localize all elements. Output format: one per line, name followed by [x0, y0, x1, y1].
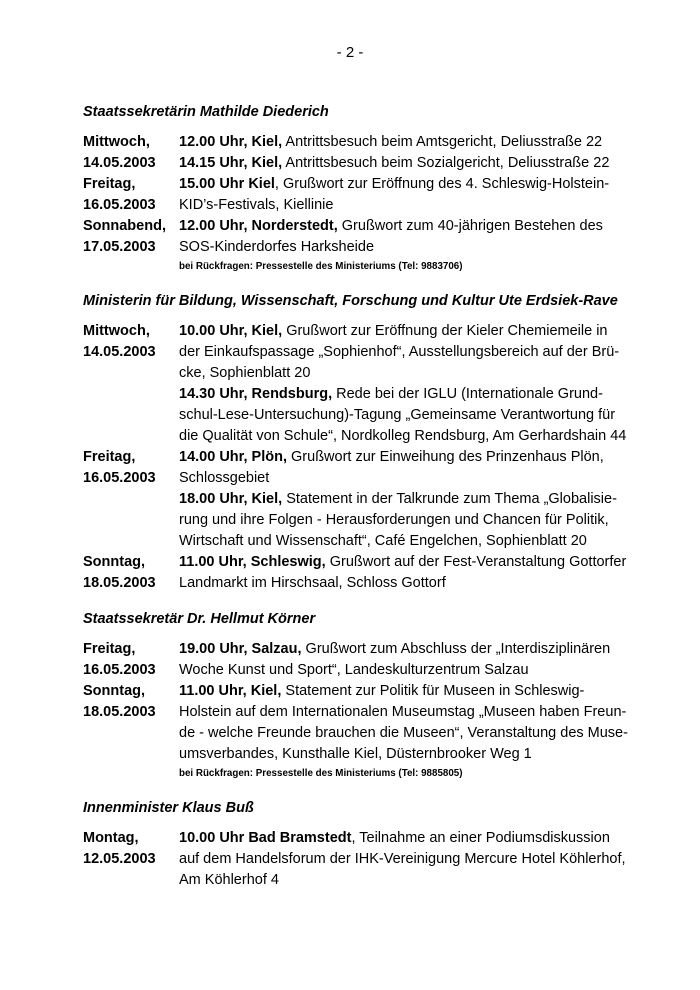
- entry-date: Sonntag,: [83, 554, 146, 570]
- entry-time-location: 10.00 Uhr, Kiel,: [179, 323, 283, 339]
- entry-list: [83, 321, 627, 594]
- entry-text: [179, 489, 623, 510]
- schedule-section: [83, 102, 623, 291]
- schedule-row: [83, 468, 623, 489]
- entry-date: [83, 489, 179, 510]
- entry-description: Holstein auf dem Internationalen Museumstag „Museen haben Freun-: [179, 704, 627, 720]
- entry-date: Sonntag,: [83, 683, 146, 699]
- entry-text: [179, 363, 623, 384]
- entry-date: Freitag,: [83, 641, 136, 657]
- schedule-section: [83, 609, 628, 798]
- schedule-row: [83, 132, 623, 153]
- entry-text: [179, 723, 628, 744]
- schedule-row: [83, 195, 623, 216]
- section-spacer: [83, 788, 623, 798]
- entry-date: [83, 426, 179, 447]
- schedule-row: [83, 870, 623, 891]
- entry-time-location: 12.00 Uhr, Kiel,: [179, 134, 283, 150]
- section-heading: Staatssekretärin Mathilde Diederich: [83, 104, 329, 120]
- entry-description: auf dem Handelsforum der IHK-Vereinigung Mercure Hotel Köhlerhof,: [179, 851, 626, 867]
- entry-text: [179, 216, 623, 237]
- entry-date: Mittwoch,: [83, 323, 150, 339]
- schedule-row: [83, 702, 627, 723]
- entry-time-location: 19.00 Uhr, Salzau,: [179, 641, 302, 657]
- entry-date: 18.05.2003: [83, 704, 156, 720]
- entry-description: Antrittsbesuch beim Amtsgericht, Deliusstraße 22: [282, 134, 603, 150]
- entry-date: [83, 510, 179, 531]
- entry-date: [83, 405, 179, 426]
- schedule-section: [83, 291, 627, 609]
- entry-time-location: 18.00 Uhr, Kiel,: [179, 491, 283, 507]
- entry-description: Antrittsbesuch beim Sozialgericht, Deliusstraße 22: [282, 155, 610, 171]
- entry-date: Mittwoch,: [83, 134, 150, 150]
- entry-description: Rede bei der IGLU (Internationale Grund-: [332, 386, 603, 402]
- section-heading: Innenminister Klaus Buß: [83, 800, 254, 816]
- press-contact-note: bei Rückfragen: Pressestelle des Ministeriums (Tel: 9885805): [179, 768, 463, 779]
- entry-date: 17.05.2003: [83, 239, 156, 255]
- entry-text: [179, 405, 623, 426]
- entry-time-location: 14.15 Uhr, Kiel,: [179, 155, 283, 171]
- entry-text: [179, 447, 623, 468]
- entry-text: [179, 342, 623, 363]
- entry-text: [179, 828, 623, 849]
- schedule-row: [83, 216, 623, 237]
- entry-description: die Qualität von Schule“, Nordkolleg Rendsburg, Am Gerhardshain 44: [179, 428, 627, 444]
- entry-time-location: 11.00 Uhr, Kiel,: [179, 683, 282, 699]
- entry-date: [83, 870, 179, 891]
- schedule-row: [83, 153, 623, 174]
- entry-date: 14.05.2003: [83, 155, 156, 171]
- entry-list: [83, 639, 628, 783]
- entry-description: cke, Sophienblatt 20: [179, 365, 311, 381]
- entry-description: Grußwort auf der Fest-Veranstaltung Gottorfer: [325, 554, 627, 570]
- schedule-row: [83, 426, 627, 447]
- schedule-row: [83, 660, 623, 681]
- schedule-row: [83, 363, 623, 384]
- entry-date: [83, 744, 179, 765]
- entry-description: umsverbandes, Kunsthalle Kiel, Düsternbrooker Weg 1: [179, 746, 532, 762]
- schedule-row: [83, 573, 623, 594]
- entry-date: Montag,: [83, 830, 139, 846]
- schedule-row: [83, 552, 627, 573]
- schedule-row: [83, 489, 623, 510]
- schedule-row: [83, 723, 628, 744]
- entry-description: Woche Kunst und Sport“, Landeskulturzentrum Salzau: [179, 662, 529, 678]
- entry-text: [179, 681, 623, 702]
- entry-date: Freitag,: [83, 449, 136, 465]
- entry-time-location: 11.00 Uhr, Schleswig,: [179, 554, 326, 570]
- entry-date: [83, 531, 179, 552]
- schedule-row: [83, 639, 623, 660]
- entry-description: Grußwort zur Eröffnung der Kieler Chemiemeile in: [282, 323, 608, 339]
- schedule-row: [83, 828, 623, 849]
- entry-text: [179, 870, 623, 891]
- entry-date: Sonnabend,: [83, 218, 166, 234]
- entry-time-location: 15.00 Uhr Kiel: [179, 176, 275, 192]
- entry-description: Wirtschaft und Wissenschaft“, Café Engelchen, Sophienblatt 20: [179, 533, 587, 549]
- entry-description: , Teilnahme an einer Podiumsdiskussion: [351, 830, 610, 846]
- entry-text: [179, 660, 623, 681]
- schedule-row: [83, 531, 623, 552]
- entry-text: [179, 237, 623, 258]
- entry-text: [179, 744, 623, 765]
- entry-date: [83, 363, 179, 384]
- entry-description: KID’s-Festivals, Kiellinie: [179, 197, 334, 213]
- entry-text: [179, 510, 623, 531]
- entry-text: [179, 573, 623, 594]
- entry-list: [83, 132, 623, 276]
- schedule-row: [83, 237, 623, 258]
- entry-date: Freitag,: [83, 176, 136, 192]
- entry-description: schul-Lese-Untersuchung)-Tagung „Gemeinsame Verantwortung für: [179, 407, 616, 423]
- entry-text: [179, 531, 623, 552]
- schedule-document: [83, 102, 628, 896]
- entry-description: Grußwort zur Einweihung des Prinzenhaus Plön,: [287, 449, 604, 465]
- entry-description: Statement zur Politik für Museen in Schleswig-: [281, 683, 585, 699]
- section-heading: Staatssekretär Dr. Hellmut Körner: [83, 611, 316, 627]
- entry-text: [179, 468, 623, 489]
- entry-time-location: 12.00 Uhr, Norderstedt,: [179, 218, 338, 234]
- entry-time-location: 14.30 Uhr, Rendsburg,: [179, 386, 333, 402]
- entry-date: 18.05.2003: [83, 575, 156, 591]
- page-number: - 2 -: [336, 44, 364, 61]
- entry-description: , Grußwort zur Eröffnung des 4. Schleswig-Holstein-: [274, 176, 610, 192]
- entry-date: 16.05.2003: [83, 197, 156, 213]
- schedule-row: [83, 342, 623, 363]
- entry-description: Am Köhlerhof 4: [179, 872, 279, 888]
- entry-description: rung und ihre Folgen - Herausforderungen und Chancen für Politik,: [179, 512, 609, 528]
- entry-description: Grußwort zum 40-jährigen Bestehen des: [337, 218, 603, 234]
- entry-time-location: 10.00 Uhr Bad Bramstedt: [179, 830, 352, 846]
- entry-description: Landmarkt im Hirschsaal, Schloss Gottorf: [179, 575, 446, 591]
- entry-list: [83, 828, 626, 891]
- schedule-row: [83, 510, 623, 531]
- entry-text: [179, 384, 623, 405]
- entry-date: [83, 723, 179, 744]
- schedule-row: [83, 174, 623, 195]
- entry-description: SOS-Kinderdorfes Harksheide: [179, 239, 375, 255]
- entry-time-location: 14.00 Uhr, Plön,: [179, 449, 287, 465]
- entry-text: [179, 702, 626, 723]
- entry-text: [179, 321, 623, 342]
- entry-date: [83, 384, 179, 405]
- section-spacer: [83, 281, 623, 291]
- entry-text: [179, 639, 623, 660]
- entry-text: [179, 552, 626, 573]
- entry-text: [179, 195, 623, 216]
- entry-date: 16.05.2003: [83, 662, 156, 678]
- entry-text: [179, 132, 623, 153]
- entry-text: [179, 849, 626, 870]
- entry-description: de - welche Freunde brauchen die Museen“, Veranstaltung des Muse-: [179, 725, 628, 741]
- schedule-row: [83, 744, 623, 765]
- section-spacer: [83, 599, 623, 609]
- entry-description: Schlossgebiet: [179, 470, 270, 486]
- entry-text: [179, 174, 623, 195]
- entry-text: [179, 426, 626, 447]
- schedule-row: [83, 447, 623, 468]
- schedule-row: [83, 405, 623, 426]
- schedule-section: [83, 798, 626, 891]
- entry-date: 12.05.2003: [83, 851, 156, 867]
- schedule-row: [83, 849, 626, 870]
- schedule-row: [83, 384, 623, 405]
- entry-description: Statement in der Talkrunde zum Thema „Globalisie-: [282, 491, 617, 507]
- entry-description: Grußwort zum Abschluss der „Interdisziplinären: [301, 641, 611, 657]
- schedule-row: [83, 321, 623, 342]
- section-heading: Ministerin für Bildung, Wissenschaft, Forschung und Kultur Ute Erdsiek-Rave: [83, 293, 618, 309]
- press-contact-note: bei Rückfragen: Pressestelle des Ministeriums (Tel: 9883706): [179, 261, 463, 272]
- entry-description: der Einkaufspassage „Sophienhof“, Ausstellungsbereich auf der Brü-: [179, 344, 620, 360]
- entry-date: 14.05.2003: [83, 344, 156, 360]
- schedule-row: [83, 681, 623, 702]
- entry-date: 16.05.2003: [83, 470, 156, 486]
- entry-text: [179, 153, 623, 174]
